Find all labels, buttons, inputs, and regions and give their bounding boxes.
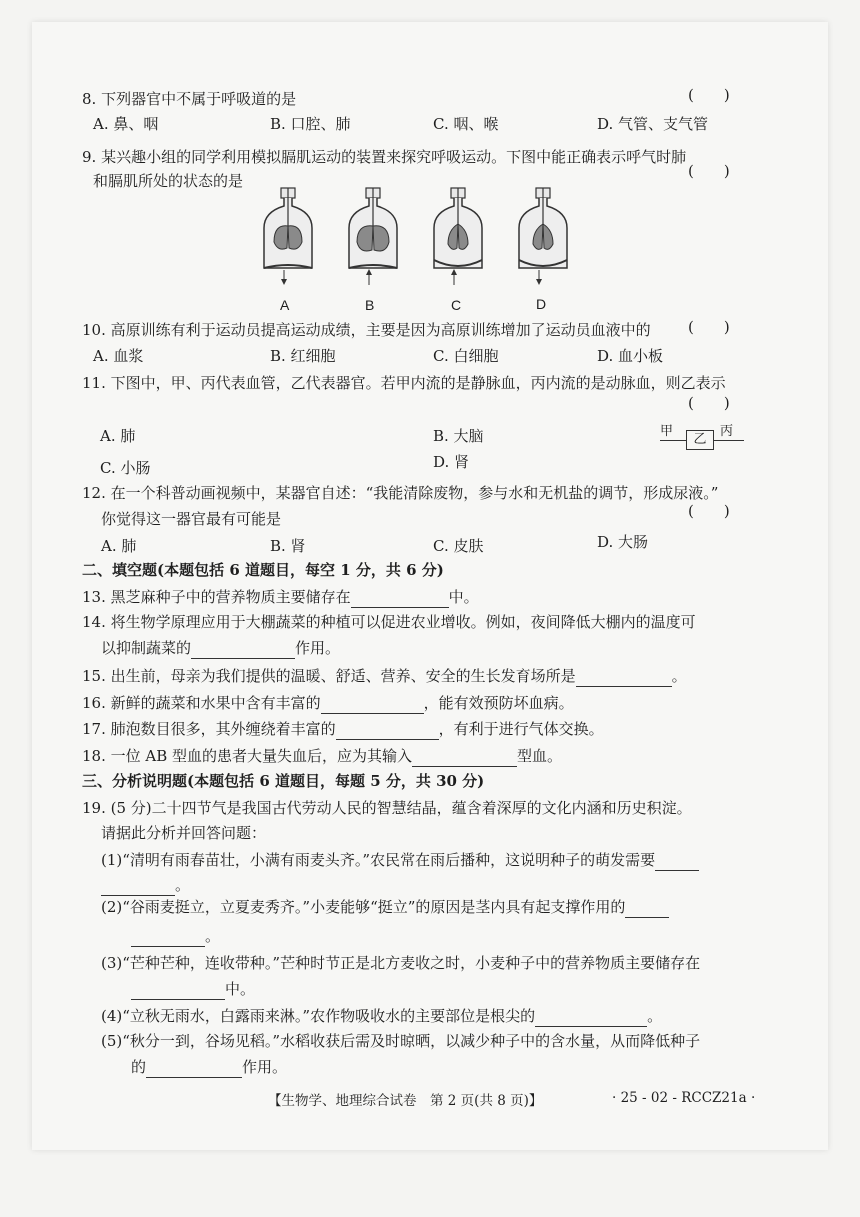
q17-blank[interactable] [336, 721, 439, 740]
q11-option-d: D. 肾 [433, 453, 470, 471]
q12-stem-line1: 12. 在一个科普动画视频中，某器官自述：“我能清除废物，参与水和无机盐的调节，形成尿液。” [82, 484, 719, 502]
q19-part5: (5)“秋分一到，谷场见稻。”水稻收获后需及时晾晒，以减少种子中的含水量，从而降低种子 [101, 1032, 701, 1050]
q10-option-b: B. 红细胞 [270, 347, 336, 365]
q12-option-c: C. 皮肤 [433, 537, 484, 555]
page-footer-title: 【生物学、地理综合试卷 第 2 页(共 8 页)】 [268, 1093, 543, 1109]
diagram-jia-label: 甲 [660, 424, 674, 439]
q8-answer-paren: ( ) [688, 86, 730, 104]
jar-label-b: B [365, 297, 375, 313]
q13-blank[interactable] [351, 589, 449, 608]
q10-option-c: C. 白细胞 [433, 347, 499, 365]
q13: 13. 黑芝麻种子中的营养物质主要储存在 中。 [82, 588, 479, 606]
q19-stem-line1: 19. (5 分)二十四节气是我国古代劳动人民的智慧结晶，蕴含着深厚的文化内涵和历史积淀。 [82, 799, 692, 817]
q19-part1-cont: 。 [101, 874, 190, 896]
q19-part3: (3)“芒种芒种，连收带种。”芒种时节正是北方麦收之时，小麦种子中的营养物质主要储存在 [101, 954, 701, 972]
q12-option-a: A. 肺 [101, 537, 137, 555]
q19-part2-cont: 。 [131, 925, 220, 947]
q19-part3-cont: 中。 [131, 978, 255, 1000]
q9-stem-line1: 9. 某兴趣小组的同学利用模拟膈肌运动的装置来探究呼吸运动。下图中能正确表示呼气时肺 [82, 148, 687, 166]
jar-label-a: A [280, 297, 290, 313]
q8-option-c: C. 咽、喉 [433, 115, 499, 133]
q12-stem-line2: 你觉得这一器官最有可能是 [101, 510, 282, 528]
vessel-organ-diagram [660, 420, 750, 448]
jar-label-d: D [536, 296, 547, 312]
page-footer-code: · 25 - 02 - RCCZ21a · [612, 1090, 756, 1106]
jar-label-c: C [451, 297, 462, 313]
jar-a-icon [264, 188, 312, 285]
q11-option-c: C. 小肠 [100, 459, 151, 477]
bell-jar-diagram [250, 186, 590, 288]
q17: 17. 肺泡数目很多，其外缠绕着丰富的 ，有利于进行气体交换。 [82, 720, 604, 738]
q11-answer-paren: ( ) [688, 394, 730, 412]
q11-option-b: B. 大脑 [433, 427, 484, 445]
q16: 16. 新鲜的蔬菜和水果中含有丰富的 ，能有效预防坏血病。 [82, 694, 574, 712]
q11-stem: 11. 下图中，甲、丙代表血管，乙代表器官。若甲内流的是静脉血，丙内流的是动脉血，则乙表示 [82, 374, 726, 392]
q10-answer-paren: ( ) [688, 318, 730, 336]
q9-answer-paren: ( ) [688, 162, 730, 180]
q19-part5-cont: 的 作用。 [131, 1058, 288, 1076]
q8-stem: 8. 下列器官中不属于呼吸道的是 [82, 90, 297, 108]
q19-part3-blank[interactable] [131, 981, 225, 1000]
q11-option-a: A. 肺 [100, 427, 136, 445]
q19-part2: (2)“谷雨麦挺立，立夏麦秀齐。”小麦能够“挺立”的原因是茎内具有起支撑作用的 [101, 896, 669, 918]
q19-part1-blank-cont[interactable] [101, 877, 175, 896]
q15-blank[interactable] [576, 668, 672, 687]
q12-option-b: B. 肾 [270, 537, 306, 555]
q14-line1: 14. 将生物学原理应用于大棚蔬菜的种植可以促进农业增收。例如，夜间降低大棚内的温度可 [82, 613, 696, 631]
section-3-heading: 三、分析说明题(本题包括 6 道题目，每题 5 分，共 30 分) [82, 772, 485, 790]
q9-stem-line2: 和膈肌所处的状态的是 [93, 172, 244, 190]
q12-option-d: D. 大肠 [597, 533, 649, 551]
diagram-yi-box: 乙 [686, 430, 714, 450]
q19-part2-blank-cont[interactable] [131, 928, 205, 947]
jar-c-icon [434, 188, 482, 285]
q19-stem-line2: 请据此分析并回答问题： [101, 824, 267, 842]
q14-blank[interactable] [191, 640, 295, 659]
q19-part5-blank[interactable] [146, 1059, 242, 1078]
q19-part2-blank[interactable] [625, 899, 669, 918]
q16-blank[interactable] [321, 695, 424, 714]
q8-option-b: B. 口腔、肺 [270, 115, 351, 133]
q12-answer-paren: ( ) [688, 502, 730, 520]
jar-d-icon [519, 188, 567, 285]
q14-line2: 以抑制蔬菜的 作用。 [101, 639, 341, 657]
q19-part1-blank[interactable] [655, 852, 699, 871]
q18-blank[interactable] [412, 748, 517, 767]
q8-option-a: A. 鼻、咽 [93, 115, 159, 133]
q15: 15. 出生前，母亲为我们提供的温暖、舒适、营养、安全的生长发育场所是 。 [82, 667, 687, 685]
diagram-bing-label: 丙 [720, 424, 734, 439]
q18: 18. 一位 AB 型血的患者大量失血后，应为其输入 型血。 [82, 747, 563, 765]
q19-part4-blank[interactable] [535, 1008, 647, 1027]
q10-option-a: A. 血浆 [93, 347, 144, 365]
q10-option-d: D. 血小板 [597, 347, 664, 365]
jar-b-icon [349, 188, 397, 285]
section-2-heading: 二、填空题(本题包括 6 道题目，每空 1 分，共 6 分) [82, 561, 444, 579]
q19-part4: (4)“立秋无雨水，白露雨来淋。”农作物吸收水的主要部位是根尖的 。 [101, 1007, 663, 1025]
q10-stem: 10. 高原训练有利于运动员提高运动成绩，主要是因为高原训练增加了运动员血液中的 [82, 321, 651, 339]
q19-part1: (1)“清明有雨春苗壮，小满有雨麦头齐。”农民常在雨后播种，这说明种子的萌发需要 [101, 849, 699, 871]
q8-option-d: D. 气管、支气管 [597, 115, 709, 133]
